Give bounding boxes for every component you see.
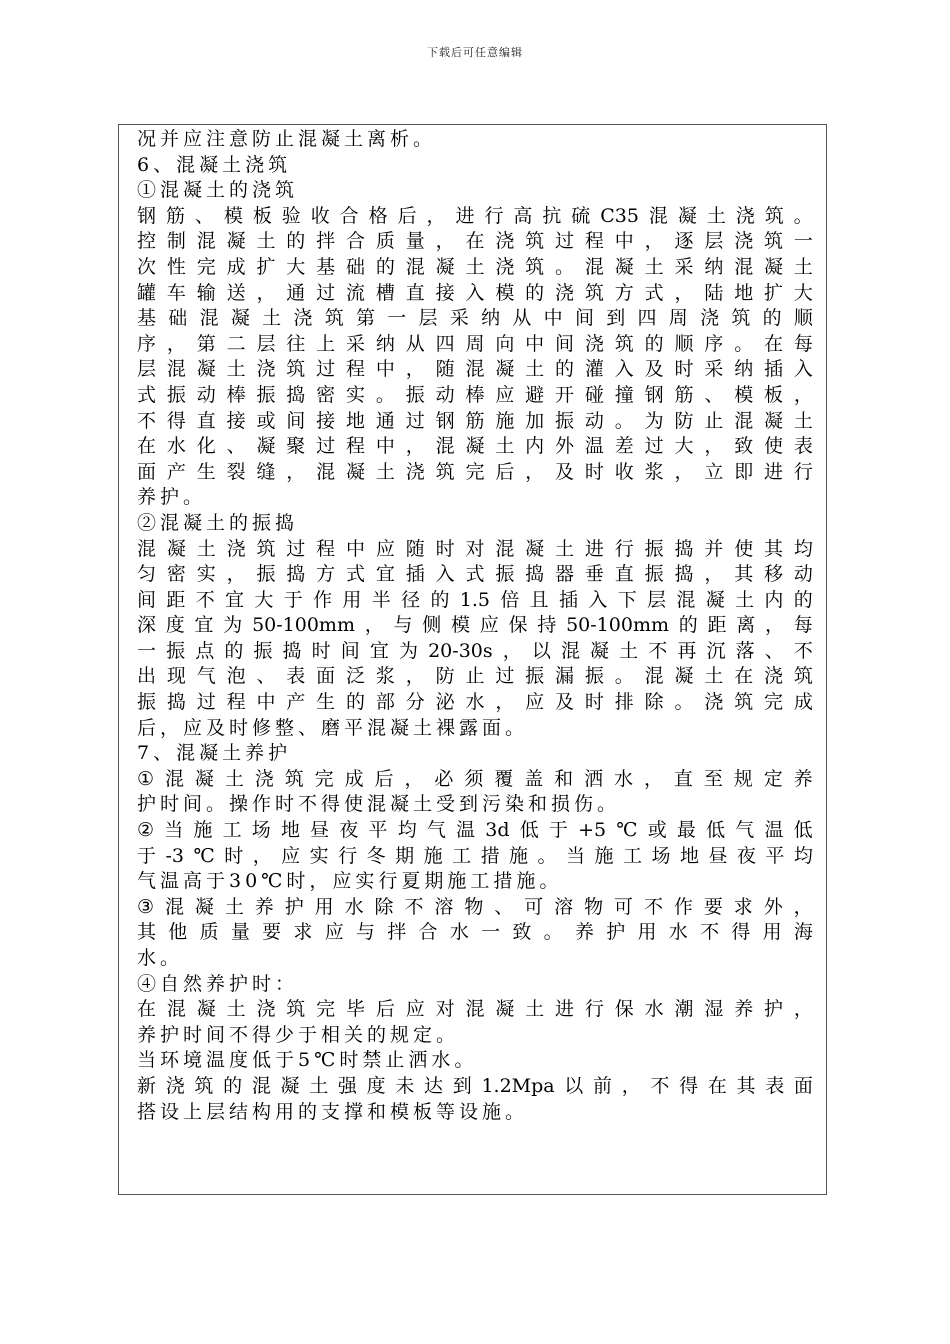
text-line: 其 他 质 量 要 求 应 与 拌 合 水 一 致 。 养 护 用 水 不 得 用 海 [137,921,813,944]
body-text [137,127,813,1125]
text-line: 养护。 [137,486,207,509]
text-line: 出 现 气 泡 、 表 面 泛 浆 ， 防 止 过 振 漏 振 。 混 凝 土 在 浇 筑 [137,665,813,688]
text-line: 混 凝 土 浇 筑 过 程 中 应 随 时 对 混 凝 土 进 行 振 捣 并 使 其 均 [137,537,813,560]
text-line: 护时间。操作时不得使混凝土受到污染和损伤。 [137,793,621,816]
text-line: 间 距 不 宜 大 于 作 用 半 径 的 1.5 倍 且 插 入 下 层 混 凝 土 内 的 [137,588,813,611]
text-line: 罐 车 输 送 ， 通 过 流 槽 直 接 入 模 的 浇 筑 方 式 ， 陆 地 扩 大 [137,281,813,304]
text-line: 不 得 直 接 或 间 接 地 通 过 钢 筋 施 加 振 动 。 为 防 止 混 凝 土 [137,409,813,432]
text-line: 在 混 凝 土 浇 筑 完 毕 后 应 对 混 凝 土 进 行 保 水 潮 湿 养 护 ， [137,998,813,1021]
text-line: 基 础 混 凝 土 浇 筑 第 一 层 采 纳 从 中 间 到 四 周 浇 筑 的 顺 [137,307,813,330]
text-line: 后，应及时修整、磨平混凝土裸露面。 [137,716,529,739]
text-line: 水。 [137,947,184,969]
text-line: 层 混 凝 土 浇 筑 过 程 中 ， 随 混 凝 土 的 灌 入 及 时 采 纳 插 入 [137,358,813,381]
text-line: ① 混 凝 土 浇 筑 完 成 后 ， 必 须 覆 盖 和 洒 水 ， 直 至 规 定 养 [137,767,813,790]
text-line: 深 度 宜 为 50-100mm ， 与 侧 模 应 保 持 50-100mm 的 距 离 ， 每 [137,614,813,637]
text-line: 搭设上层结构用的支撑和模板等设施。 [137,1100,529,1123]
text-line: ③ 混 凝 土 养 护 用 水 除 不 溶 物 、 可 溶 物 可 不 作 要 求 外 ， [137,895,813,918]
text-line: 6、混凝土浇筑 [137,153,292,176]
page-header: 下载后可任意编辑 [427,46,523,59]
text-line: ④自然养护时： [137,972,299,995]
text-line: ② 当 施 工 场 地 昼 夜 平 均 气 温 3d 低 于 +5 ℃ 或 最 低 气 温 低 [137,819,813,842]
text-line: 气温高于30℃时，应实行夏期施工措施。 [137,870,563,893]
text-line: 新 浇 筑 的 混 凝 土 强 度 未 达 到 1.2Mpa 以 前 ， 不 得 在 其 表 面 [137,1074,813,1097]
text-line: 控 制 混 凝 土 的 拌 合 质 量 ， 在 浇 筑 过 程 中 ， 逐 层 浇 筑 一 [137,230,813,253]
text-line: 匀 密 实 ， 振 捣 方 式 宜 插 入 式 振 捣 器 垂 直 振 捣 ， 其 移 动 [137,563,813,586]
text-line: 况并应注意防止混凝土离析。 [137,128,437,150]
text-line: 当环境温度低于5℃时禁止洒水。 [137,1049,478,1072]
text-line: 次 性 完 成 扩 大 基 础 的 混 凝 土 浇 筑 。 混 凝 土 采 纳 混 凝 土 [137,255,813,278]
text-line: 养护时间不得少于相关的规定。 [137,1023,460,1046]
text-line: ②混凝土的振捣 [137,511,299,534]
text-line: 7、混凝土养护 [137,742,292,765]
text-line: ①混凝土的浇筑 [137,179,299,202]
text-line: 式 振 动 棒 振 捣 密 实 。 振 动 棒 应 避 开 碰 撞 钢 筋 、 模 板 ， [137,383,813,406]
text-line: 于 -3 ℃ 时 ， 应 实 行 冬 期 施 工 措 施 。 当 施 工 场 地 昼 夜 平 均 [137,844,813,867]
text-line: 钢 筋 、 模 板 验 收 合 格 后 ， 进 行 高 抗 硫 C35 混 凝 土 浇 筑 。 [137,204,813,227]
text-line: 在 水 化 、 凝 聚 过 程 中 ， 混 凝 土 内 外 温 差 过 大 ， 致 使 表 [137,435,813,458]
content-table-cell [118,124,827,1195]
text-line: 序 ， 第 二 层 往 上 采 纳 从 四 周 向 中 间 浇 筑 的 顺 序 。 在 每 [137,332,813,355]
text-line: 面 产 生 裂 缝 ， 混 凝 土 浇 筑 完 后 ， 及 时 收 浆 ， 立 即 进 行 [137,460,813,483]
text-line: 振 捣 过 程 中 产 生 的 部 分 泌 水 ， 应 及 时 排 除 。 浇 筑 完 成 [137,691,813,714]
text-line: 一 振 点 的 振 捣 时 间 宜 为 20-30s ， 以 混 凝 土 不 再 沉 落 、 不 [137,639,813,662]
